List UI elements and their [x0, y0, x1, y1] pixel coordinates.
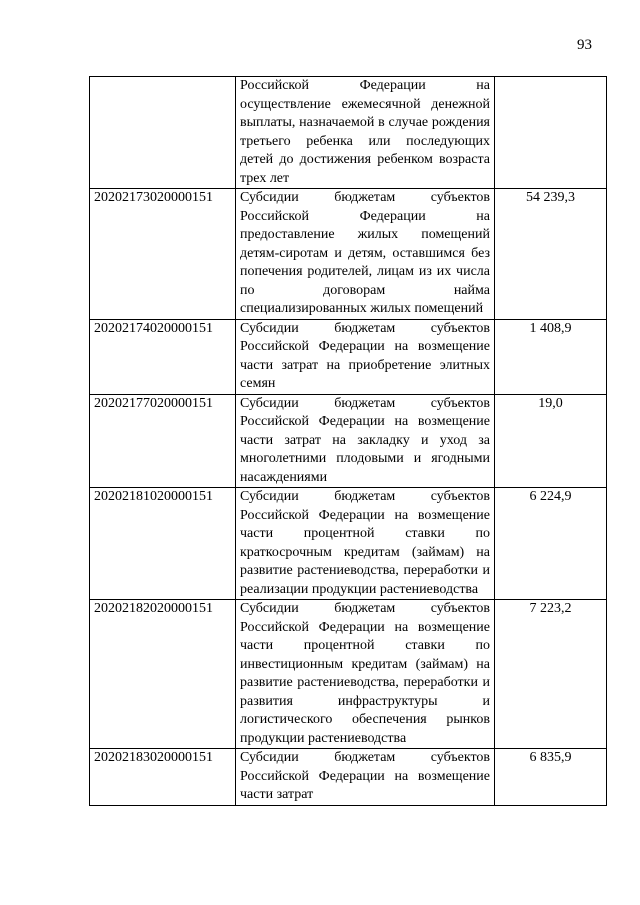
page-number: 93 — [577, 37, 592, 53]
budget-code-cell: 20202177020000151 — [90, 394, 236, 488]
table-row — [90, 394, 607, 488]
description-cell — [236, 749, 495, 806]
table-row — [90, 600, 607, 749]
description-cell — [236, 319, 495, 394]
amount-cell: 54 239,3 — [495, 189, 607, 320]
description-text: Субсидии бюджетам субъектов Российской Федерации на возмещение части процентной ставки по инвестиционным кредитам (займам) на развитие растениеводства, переработки и развития инфраструктуры и логистического обеспечения рынков продукции растениеводства — [240, 601, 490, 746]
description-cell — [236, 488, 495, 600]
budget-code-cell: 20202173020000151 — [90, 189, 236, 320]
description-text: Субсидии бюджетам субъектов Российской Федерации на возмещение части затрат — [240, 750, 490, 802]
description-cell — [236, 394, 495, 488]
amount-cell: 7 223,2 — [495, 600, 607, 749]
amount-cell — [495, 77, 607, 189]
description-text: Российской Федерации на осуществление ежемесячной денежной выплаты, назначаемой в случае рождения третьего ребенка или последующих детей до достижения ребенком возраста трех лет — [240, 78, 490, 186]
description-text: Субсидии бюджетам субъектов Российской Федерации на предоставление жилых помещений детям-сиротам и детям, оставшимся без попечения родителей, лицам из их числа по договорам найма специализированных жилых помещений — [240, 190, 490, 316]
budget-code-cell: 20202183020000151 — [90, 749, 236, 806]
budget-code-cell: 20202174020000151 — [90, 319, 236, 394]
description-text: Субсидии бюджетам субъектов Российской Федерации на возмещение части затрат на приобретение элитных семян — [240, 320, 490, 391]
budget-code-cell — [90, 77, 236, 189]
description-cell — [236, 600, 495, 749]
description-cell — [236, 189, 495, 320]
amount-cell: 19,0 — [495, 394, 607, 488]
table-row — [90, 319, 607, 394]
budget-code-cell: 20202181020000151 — [90, 488, 236, 600]
budget-revenue-table — [89, 76, 607, 806]
table-row — [90, 189, 607, 320]
description-text: Субсидии бюджетам субъектов Российской Федерации на возмещение части процентной ставки по краткосрочным кредитам (займам) на развитие растениеводства, переработки и реализации продукции растениеводства — [240, 489, 490, 597]
budget-code-cell: 20202182020000151 — [90, 600, 236, 749]
description-cell — [236, 77, 495, 189]
amount-cell: 6 835,9 — [495, 749, 607, 806]
description-text: Субсидии бюджетам субъектов Российской Федерации на возмещение части затрат на закладку и уход за многолетними плодовыми и ягодными насаждениями — [240, 395, 490, 485]
amount-cell: 6 224,9 — [495, 488, 607, 600]
table-row — [90, 488, 607, 600]
amount-cell: 1 408,9 — [495, 319, 607, 394]
table-row — [90, 749, 607, 806]
table-row — [90, 77, 607, 189]
